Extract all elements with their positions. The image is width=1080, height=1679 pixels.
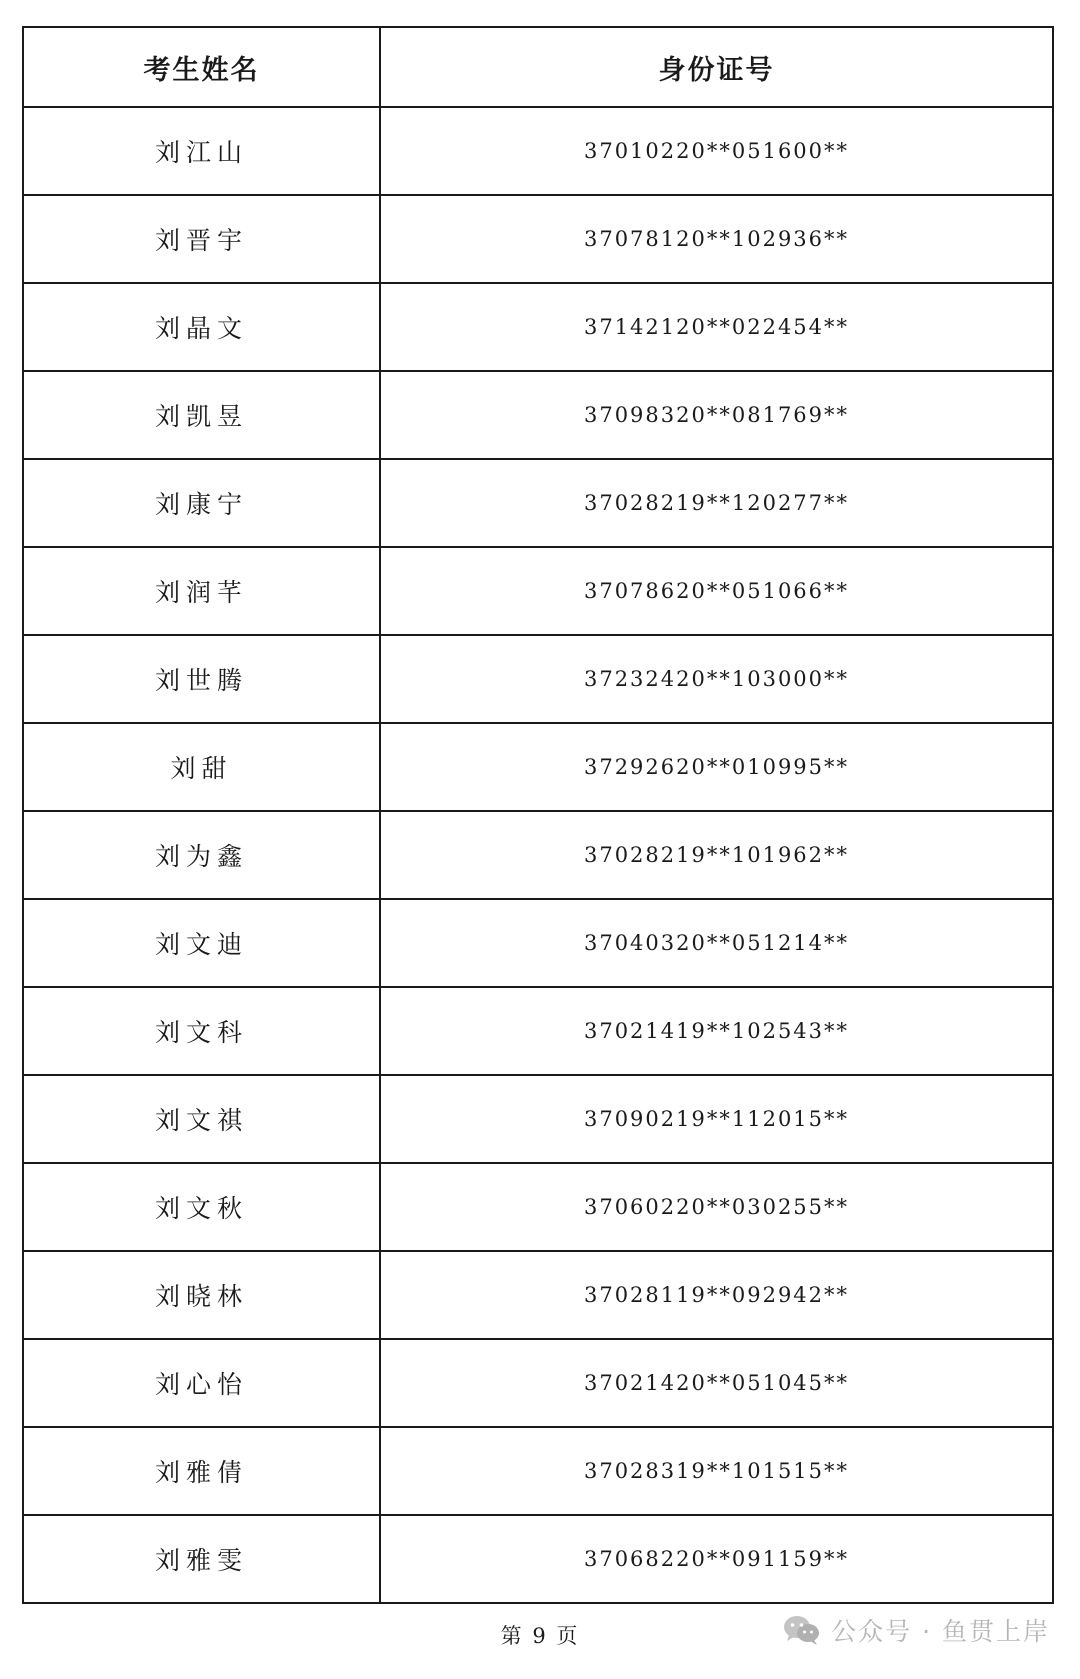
candidate-name: 刘晓林 — [23, 1251, 380, 1339]
candidate-table — [22, 26, 1054, 1604]
table-row — [23, 1075, 1053, 1163]
id-number: 37292620**010995** — [380, 723, 1053, 811]
id-number: 37021419**102543** — [380, 987, 1053, 1075]
candidate-name: 刘晋宇 — [23, 195, 380, 283]
table-row — [23, 371, 1053, 459]
candidate-name: 刘文祺 — [23, 1075, 380, 1163]
table-row — [23, 723, 1053, 811]
table-row — [23, 459, 1053, 547]
candidate-name: 刘心怡 — [23, 1339, 380, 1427]
table-row — [23, 547, 1053, 635]
candidate-name: 刘雅倩 — [23, 1427, 380, 1515]
watermark-text: 公众号 · 鱼贯上岸 — [831, 1617, 1050, 1646]
table-row — [23, 1427, 1053, 1515]
header-id-number: 身份证号 — [380, 27, 1053, 107]
table-body — [23, 107, 1053, 1603]
candidate-name: 刘润芊 — [23, 547, 380, 635]
header-candidate-name: 考生姓名 — [23, 27, 380, 107]
table-row — [23, 1251, 1053, 1339]
wechat-icon — [783, 1614, 821, 1646]
id-number: 37232420**103000** — [380, 635, 1053, 723]
page-number: 第 9 页 — [500, 1624, 580, 1648]
id-number: 37078620**051066** — [380, 547, 1053, 635]
table-header-row — [23, 27, 1053, 107]
id-number: 37060220**030255** — [380, 1163, 1053, 1251]
candidate-name: 刘世腾 — [23, 635, 380, 723]
id-number: 37028119**092942** — [380, 1251, 1053, 1339]
id-number: 37028219**101962** — [380, 811, 1053, 899]
id-number: 37098320**081769** — [380, 371, 1053, 459]
candidate-name: 刘文科 — [23, 987, 380, 1075]
candidate-name: 刘雅雯 — [23, 1515, 380, 1603]
id-number: 37068220**091159** — [380, 1515, 1053, 1603]
candidate-name: 刘晶文 — [23, 283, 380, 371]
watermark — [783, 1610, 1050, 1650]
candidate-name: 刘为鑫 — [23, 811, 380, 899]
table-row — [23, 195, 1053, 283]
table-row — [23, 899, 1053, 987]
table-row — [23, 1515, 1053, 1603]
id-number: 37010220**051600** — [380, 107, 1053, 195]
id-number: 37028319**101515** — [380, 1427, 1053, 1515]
table-row — [23, 1339, 1053, 1427]
id-number: 37090219**112015** — [380, 1075, 1053, 1163]
candidate-name: 刘康宁 — [23, 459, 380, 547]
candidate-name: 刘文迪 — [23, 899, 380, 987]
table-row — [23, 283, 1053, 371]
id-number: 37021420**051045** — [380, 1339, 1053, 1427]
candidate-name: 刘文秋 — [23, 1163, 380, 1251]
candidate-name: 刘凯昱 — [23, 371, 380, 459]
table-row — [23, 1163, 1053, 1251]
candidate-name: 刘江山 — [23, 107, 380, 195]
candidate-name: 刘甜 — [23, 723, 380, 811]
id-number: 37028219**120277** — [380, 459, 1053, 547]
id-number: 37078120**102936** — [380, 195, 1053, 283]
table-row — [23, 987, 1053, 1075]
table-row — [23, 811, 1053, 899]
id-number: 37040320**051214** — [380, 899, 1053, 987]
id-number: 37142120**022454** — [380, 283, 1053, 371]
table-row — [23, 107, 1053, 195]
table-row — [23, 635, 1053, 723]
